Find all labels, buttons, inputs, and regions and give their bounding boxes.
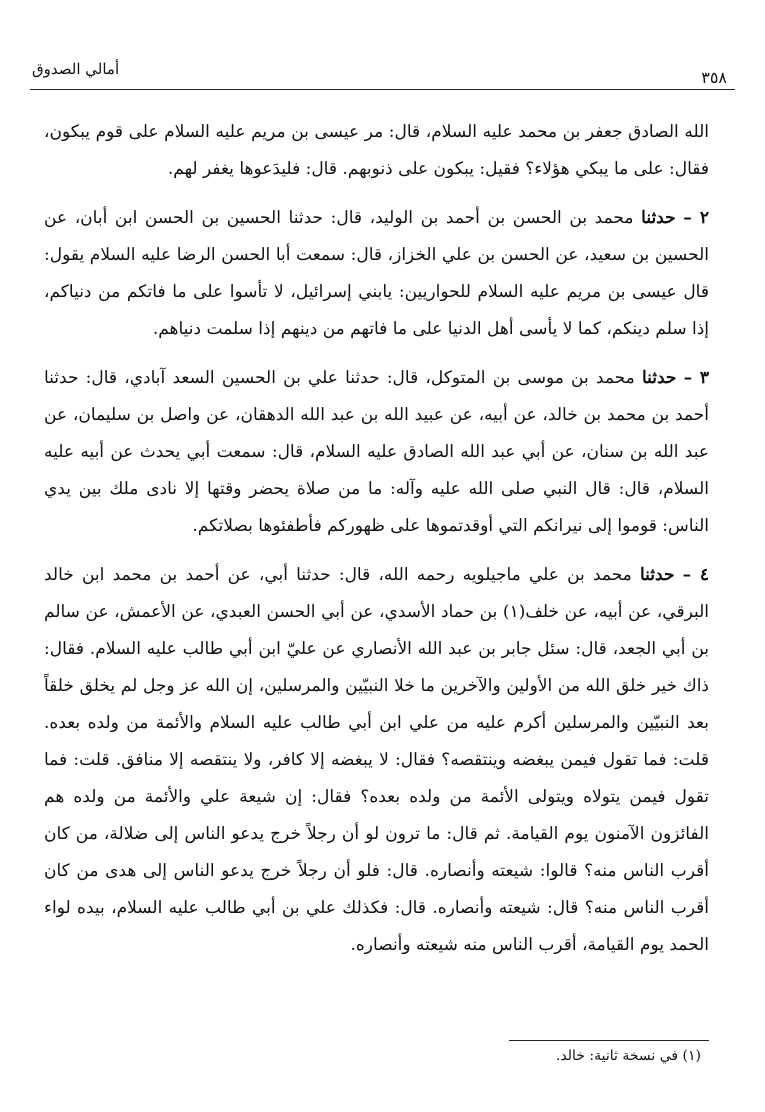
header-divider bbox=[30, 89, 735, 90]
footnote: (١) في نسخة ثانية: خالد. bbox=[555, 1048, 701, 1064]
hadith-lead-word: حدثنا bbox=[641, 208, 676, 228]
hadith-number: ٣ – bbox=[683, 368, 710, 388]
paragraph-2 bbox=[44, 200, 709, 348]
page-number: ٣٥٨ bbox=[701, 68, 727, 87]
paragraph-4 bbox=[44, 557, 709, 964]
paragraph-text: محمد بن موسى بن المتوكل، قال: حدثنا علي بن الحسين السعد آبادي، قال: حدثنا أحمد بن محمد بن خالد، عن أبيه، عن عبيد الله بن عبد الله الدهقان، عن واصل بن سليمان، عن عبد الله بن سنان، عن أبي عبد الله الصادق عليه السلام، قال: سمعت أبي يحدث عن أبيه عليه السلام، قال: قال النبي صلى الله عليه وآله: ما من صلاة يحضر وقتها إلا نادى ملك بين يدي الناس: قوموا إلى نيرانكم التي أوقدتموها على ظهوركم فأطفئوها بصلاتكم. bbox=[44, 368, 709, 536]
paragraph-3 bbox=[44, 360, 709, 545]
footnote-divider bbox=[509, 1040, 709, 1041]
hadith-number: ٢ – bbox=[683, 208, 710, 228]
running-header-title: أمالي الصدوق bbox=[32, 60, 120, 78]
hadith-number: ٤ – bbox=[682, 565, 710, 585]
paragraph-text: محمد بن الحسن بن أحمد بن الوليد، قال: حدثنا الحسين بن الحسن ابن أبان، عن الحسين بن سعيد، عن الحسن بن علي الخزاز، قال: سمعت أبا الحسن الرضا عليه السلام يقول: قال عيسى بن مريم عليه السلام للحواريين: يابني إسرائيل، لا تأسوا على ما فاتكم من دنياكم، إذا سلم دينكم، كما لا يأسى أهل الدنيا على ما فاتهم من دينهم إذا سلمت دنياهم. bbox=[44, 208, 709, 339]
paragraph-text: محمد بن علي ماجيلويه رحمه الله، قال: حدثنا أبي، عن أحمد بن محمد ابن خالد البرقي، عن أبيه، عن خلف(١) بن حماد الأسدي، عن أبي الحسن العبدي، عن الأعمش، عن سالم بن أبي الجعد، قال: سئل جابر بن عبد الله الأنصاري عن عليّ ابن أبي طالب عليه السلام. فقال: ذاك خير خلق الله من الأولين والآخرين ما خلا النبيّين والمرسلين، إن الله عز وجل لم يخلق خلقاً بعد النبيّين والمرسلين أكرم عليه من علي ابن أبي طالب عليه السلام والأئمة من ولده بعده. قلت: فما تقول فيمن يبغضه وينتقصه؟ فقال: لا يبغضه إلا كافر، ولا ينتقصه إلا منافق. قلت: فما تقول فيمن يتولاه ويتولى الأئمة من ولده بعده؟ فقال: إن شيعة علي والأئمة من ولده هم الفائزون الآمنون يوم القيامة. ثم قال: ما ترون لو أن رجلاً خرج يدعو الناس إلى ضلالة، من كان أقرب الناس منه؟ قالوا: شيعته وأنصاره. قال: فلو أن رجلاً خرج يدعو الناس إلى هدى من كان أقرب الناس منه؟ قال: شيعته وأنصاره. قال: فكذلك علي بن أبي طالب عليه السلام، بيده لواء الحمد يوم القيامة، أقرب الناس منه شيعته وأنصاره. bbox=[44, 565, 710, 955]
hadith-lead-word: حدثنا bbox=[641, 368, 677, 388]
paragraph-text: الله الصادق جعفر بن محمد عليه السلام، قال: مر عيسى بن مريم عليه السلام على قوم يبكون، فقال: على ما يبكي هؤلاء؟ فقيل: يبكون على ذنوبهم. قال: فليدَعوها يغفر لهم. bbox=[44, 122, 709, 179]
body-text bbox=[44, 114, 709, 964]
hadith-lead-word: حدثنا bbox=[639, 565, 675, 585]
paragraph-1 bbox=[44, 114, 709, 188]
